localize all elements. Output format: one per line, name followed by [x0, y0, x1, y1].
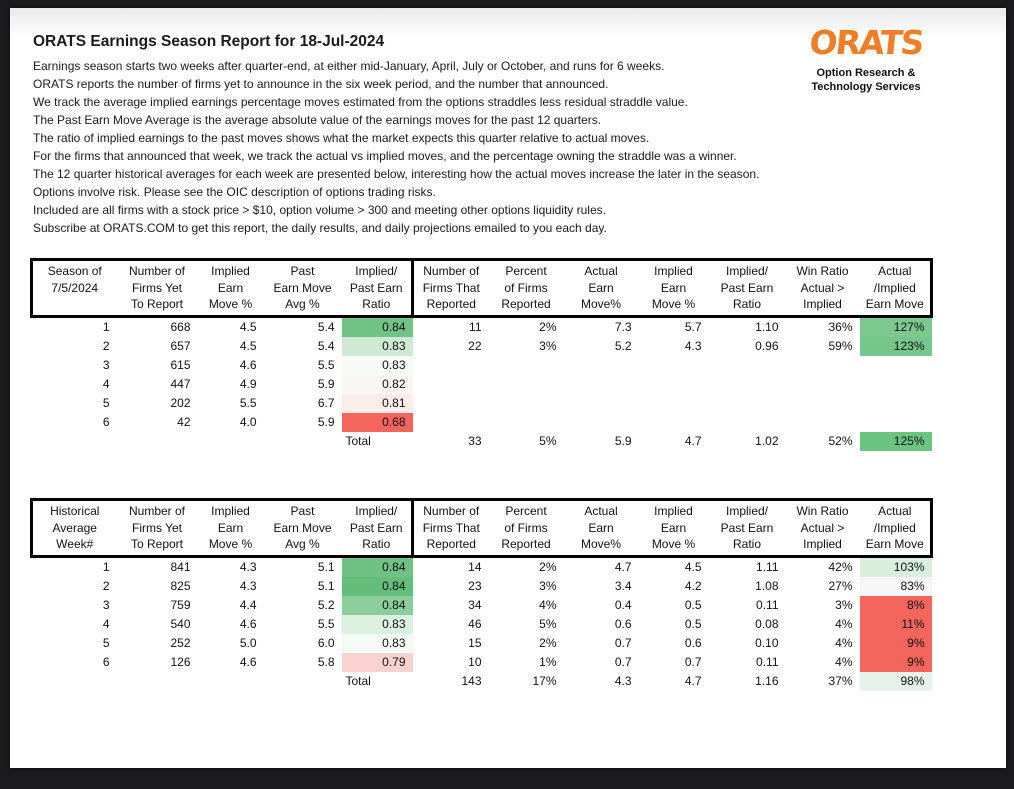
data-cell: 6.0 — [317, 636, 335, 650]
intro-line: The Past Earn Move Average is the average absolute value of the earnings moves for the past 12 quarters. — [33, 113, 602, 127]
intro-line: The 12 quarter historical averages for each week are presented below, interesting how the actual moves increase the later in the season. — [33, 167, 760, 181]
data-cell: 5.0 — [239, 636, 257, 650]
data-cell — [32, 672, 117, 691]
total-label: Total — [345, 434, 371, 448]
data-cell: 0.5 — [684, 617, 702, 631]
data-cell: 0.68 — [342, 413, 413, 432]
data-cell: 83% — [860, 577, 932, 596]
orats-logo-wordmark: ORATS — [807, 23, 925, 62]
data-cell — [564, 394, 639, 413]
data-cell — [264, 672, 342, 691]
data-cell: 0.84 — [342, 577, 413, 596]
data-cell: 759 — [170, 598, 191, 612]
data-cell: 5.9 — [317, 377, 335, 391]
column-header: Implied/ Past Earn Ratio — [709, 500, 786, 557]
data-cell: 4.5 — [239, 339, 257, 353]
data-cell: 0.4 — [614, 598, 632, 612]
data-cell: 0.84 — [342, 316, 413, 337]
data-cell: 5.7 — [684, 320, 702, 334]
intro-paragraph — [33, 57, 759, 237]
data-cell: 3% — [539, 579, 557, 593]
data-cell — [639, 356, 709, 375]
data-cell: 0.83 — [342, 615, 413, 634]
data-cell: 7.3 — [614, 320, 632, 334]
data-cell: 4.4 — [239, 598, 257, 612]
week-row — [32, 375, 932, 394]
data-cell — [198, 432, 264, 451]
data-cell: 22 — [468, 339, 482, 353]
week-row — [32, 634, 932, 653]
data-cell: 5.2 — [317, 598, 335, 612]
week-row — [32, 596, 932, 615]
data-cell: 3.4 — [614, 579, 632, 593]
data-cell: 4.6 — [239, 655, 257, 669]
data-cell: 0.08 — [755, 617, 779, 631]
historical-average-grid — [30, 498, 933, 691]
data-cell — [639, 375, 709, 394]
data-cell: 1 — [102, 320, 110, 334]
data-cell: 0.83 — [342, 634, 413, 653]
data-cell: 4.7 — [684, 674, 702, 688]
data-cell — [709, 375, 786, 394]
data-cell — [786, 413, 860, 432]
data-cell: 540 — [170, 617, 191, 631]
header-row — [32, 260, 932, 317]
data-cell — [786, 394, 860, 413]
column-header: Number of Firms That Reported — [413, 260, 489, 317]
data-cell: 2 — [102, 339, 110, 353]
week-row — [32, 356, 932, 375]
data-cell — [860, 394, 932, 413]
data-cell: 4.9 — [239, 377, 257, 391]
data-cell: 2% — [539, 560, 557, 574]
week-row — [32, 615, 932, 634]
data-cell — [413, 413, 489, 432]
column-header: Past Earn Move Avg % — [264, 500, 342, 557]
column-header: Implied/ Past Earn Ratio — [342, 500, 413, 557]
data-cell: 23 — [468, 579, 482, 593]
data-cell: 17% — [532, 674, 557, 688]
data-cell: 0.83 — [342, 356, 413, 375]
data-cell: 14 — [468, 560, 482, 574]
data-cell: 98% — [860, 672, 932, 691]
data-cell: 4.6 — [239, 358, 257, 372]
column-header: Actual /Implied Earn Move — [860, 260, 932, 317]
data-cell: 1.08 — [755, 579, 779, 593]
intro-line: ORATS reports the number of firms yet to announce in the six week period, and the number that announced. — [33, 77, 609, 91]
data-cell: 252 — [170, 636, 191, 650]
data-cell: 4.3 — [239, 579, 257, 593]
data-cell: 5.4 — [317, 320, 335, 334]
column-header: Actual /Implied Earn Move — [860, 500, 932, 557]
intro-line: Included are all firms with a stock price > $10, option volume > 300 and meeting other options liquidity rules. — [33, 203, 606, 217]
data-cell: 36% — [828, 320, 853, 334]
column-header: Implied Earn Move % — [198, 260, 264, 317]
data-cell: 15 — [468, 636, 482, 650]
intro-line: Subscribe at ORATS.COM to get this report, the daily results, and daily projections emailed to you each day. — [33, 221, 607, 235]
data-cell: 5 — [102, 396, 110, 410]
data-cell: 4.7 — [614, 560, 632, 574]
orats-logo-tagline-line1: Option Research & — [816, 67, 916, 79]
column-header: Percent of Firms Reported — [489, 500, 564, 557]
column-header: Implied Earn Move % — [639, 500, 709, 557]
data-cell — [117, 672, 198, 691]
orats-logo — [806, 23, 926, 95]
column-header: Win Ratio Actual > Implied — [786, 500, 860, 557]
column-header: Historical Average Week# — [32, 500, 117, 557]
data-cell: 202 — [170, 396, 191, 410]
data-cell: 4.3 — [239, 560, 257, 574]
data-cell: 0.96 — [755, 339, 779, 353]
data-cell: 4% — [539, 598, 557, 612]
data-cell: 4 — [102, 617, 110, 631]
data-cell: 143 — [461, 674, 482, 688]
data-cell: 52% — [828, 434, 853, 448]
data-cell: 6 — [102, 415, 110, 429]
data-cell: 841 — [170, 560, 191, 574]
total-row — [32, 432, 932, 451]
intro-line: We track the average implied earnings percentage moves estimated from the options straddles less residual straddle value. — [33, 95, 688, 109]
column-header: Implied Earn Move % — [639, 260, 709, 317]
data-cell: 10 — [468, 655, 482, 669]
data-cell: 1.02 — [755, 434, 779, 448]
data-cell: 42% — [828, 560, 853, 574]
data-cell: 126 — [170, 655, 191, 669]
data-cell: 4.7 — [684, 434, 702, 448]
week-row — [32, 394, 932, 413]
data-cell: 0.82 — [342, 375, 413, 394]
data-cell — [709, 413, 786, 432]
data-cell: 8% — [860, 596, 932, 615]
data-cell: 4% — [835, 617, 853, 631]
data-cell: 4.3 — [684, 339, 702, 353]
data-cell: 5.9 — [614, 434, 632, 448]
data-cell: 4 — [102, 377, 110, 391]
data-cell: 6.7 — [317, 396, 335, 410]
column-header: Implied/ Past Earn Ratio — [342, 260, 413, 317]
data-cell: 5.5 — [317, 617, 335, 631]
data-cell — [786, 356, 860, 375]
data-cell — [198, 672, 264, 691]
data-cell: 3 — [102, 598, 110, 612]
data-cell: 5.8 — [317, 655, 335, 669]
data-cell: 5.5 — [239, 396, 257, 410]
data-cell: 5 — [102, 636, 110, 650]
data-cell: 5% — [539, 434, 557, 448]
data-cell: 37% — [828, 674, 853, 688]
data-cell: 5% — [539, 617, 557, 631]
data-cell: 9% — [860, 634, 932, 653]
data-cell: 0.10 — [755, 636, 779, 650]
data-cell: 33 — [468, 434, 482, 448]
data-cell — [489, 356, 564, 375]
data-cell: 1 — [102, 560, 110, 574]
data-cell: 3% — [835, 598, 853, 612]
data-cell: 615 — [170, 358, 191, 372]
data-cell — [413, 394, 489, 413]
data-cell: 11% — [860, 615, 932, 634]
data-cell: 2% — [539, 636, 557, 650]
data-cell: 1% — [539, 655, 557, 669]
data-cell: 46 — [468, 617, 482, 631]
data-cell: 668 — [170, 320, 191, 334]
data-cell: 4.3 — [614, 674, 632, 688]
data-cell: 0.83 — [342, 337, 413, 356]
week-row — [32, 413, 932, 432]
data-cell: 4% — [835, 655, 853, 669]
data-cell: 0.81 — [342, 394, 413, 413]
column-header: Win Ratio Actual > Implied — [786, 260, 860, 317]
data-cell: 0.5 — [684, 598, 702, 612]
data-cell — [117, 432, 198, 451]
intro-line: Earnings season starts two weeks after quarter-end, at either mid-January, April, July or October, and runs for 6 weeks. — [33, 59, 665, 73]
data-cell: 2 — [102, 579, 110, 593]
week-row — [32, 316, 932, 337]
data-cell: 123% — [860, 337, 932, 356]
data-cell — [860, 413, 932, 432]
data-cell: 42 — [177, 415, 191, 429]
data-cell: 825 — [170, 579, 191, 593]
data-cell — [709, 356, 786, 375]
historical-average-table — [30, 498, 930, 691]
data-cell — [564, 375, 639, 394]
week-row — [32, 577, 932, 596]
data-cell: 1.16 — [755, 674, 779, 688]
column-header: Implied/ Past Earn Ratio — [709, 260, 786, 317]
intro-line: The ratio of implied earnings to the past moves shows what the market expects this quarter relative to actual moves. — [33, 131, 650, 145]
data-cell — [639, 413, 709, 432]
data-cell: 0.7 — [684, 655, 702, 669]
data-cell: 125% — [860, 432, 932, 451]
data-cell: 5.2 — [614, 339, 632, 353]
data-cell: 5.1 — [317, 560, 335, 574]
data-cell — [413, 356, 489, 375]
data-cell: 1.10 — [755, 320, 779, 334]
data-cell: 4.5 — [239, 320, 257, 334]
data-cell: 657 — [170, 339, 191, 353]
data-cell: 0.79 — [342, 653, 413, 672]
data-cell — [860, 356, 932, 375]
data-cell: 3% — [539, 339, 557, 353]
total-row — [32, 672, 932, 691]
data-cell — [786, 375, 860, 394]
data-cell — [264, 432, 342, 451]
data-cell — [860, 375, 932, 394]
data-cell: 447 — [170, 377, 191, 391]
column-header: Number of Firms That Reported — [413, 500, 489, 557]
column-header: Season of 7/5/2024 — [32, 260, 117, 317]
data-cell: 27% — [828, 579, 853, 593]
column-header: Percent of Firms Reported — [489, 260, 564, 317]
data-cell — [489, 413, 564, 432]
data-cell: 4.0 — [239, 415, 257, 429]
data-cell: 5.1 — [317, 579, 335, 593]
current-season-table — [30, 258, 930, 451]
data-cell: 34 — [468, 598, 482, 612]
data-cell: 0.7 — [614, 655, 632, 669]
column-header: Number of Firms Yet To Report — [117, 260, 198, 317]
data-cell: 6 — [102, 655, 110, 669]
week-row — [32, 337, 932, 356]
data-cell: 0.6 — [684, 636, 702, 650]
orats-logo-tagline — [806, 66, 926, 95]
data-cell — [32, 432, 117, 451]
data-cell: 4.2 — [684, 579, 702, 593]
week-row — [32, 653, 932, 672]
data-cell — [413, 375, 489, 394]
data-cell: 1.11 — [756, 560, 779, 574]
data-cell: 3 — [102, 358, 110, 372]
data-cell: 5.9 — [317, 415, 335, 429]
data-cell — [564, 413, 639, 432]
data-cell: 4% — [835, 636, 853, 650]
data-cell — [709, 394, 786, 413]
column-header: Past Earn Move Avg % — [264, 260, 342, 317]
data-cell — [489, 375, 564, 394]
data-cell: 0.84 — [342, 596, 413, 615]
orats-logo-tagline-line2: Technology Services — [811, 81, 921, 94]
data-cell: 9% — [860, 653, 932, 672]
data-cell: 0.84 — [342, 556, 413, 577]
total-label: Total — [345, 674, 371, 688]
column-header: Number of Firms Yet To Report — [117, 500, 198, 557]
data-cell: 5.4 — [317, 339, 335, 353]
week-row — [32, 556, 932, 577]
intro-line: Options involve risk. Please see the OIC description of options trading risks. — [33, 185, 436, 199]
data-cell: 0.11 — [756, 598, 779, 612]
data-cell — [564, 356, 639, 375]
data-cell: 4.5 — [684, 560, 702, 574]
data-cell: 0.6 — [614, 617, 632, 631]
data-cell — [639, 394, 709, 413]
column-header: Actual Earn Move% — [564, 500, 639, 557]
data-cell — [489, 394, 564, 413]
data-cell: 2% — [539, 320, 557, 334]
page-title: ORATS Earnings Season Report for 18-Jul-2024 — [33, 33, 385, 50]
data-cell: 103% — [860, 556, 932, 577]
report-page — [10, 8, 1006, 768]
data-cell: 0.11 — [756, 655, 779, 669]
header-row — [32, 500, 932, 557]
data-cell: 4.6 — [239, 617, 257, 631]
data-cell: 5.5 — [317, 358, 335, 372]
data-cell: 127% — [860, 316, 932, 337]
data-cell: 59% — [828, 339, 853, 353]
column-header: Implied Earn Move % — [198, 500, 264, 557]
data-cell: 11 — [469, 320, 482, 334]
intro-line: For the firms that announced that week, we track the actual vs implied moves, and the percentage owning the straddle was a winner. — [33, 149, 737, 163]
data-cell: 0.7 — [614, 636, 632, 650]
column-header: Actual Earn Move% — [564, 260, 639, 317]
current-season-grid — [30, 258, 933, 451]
